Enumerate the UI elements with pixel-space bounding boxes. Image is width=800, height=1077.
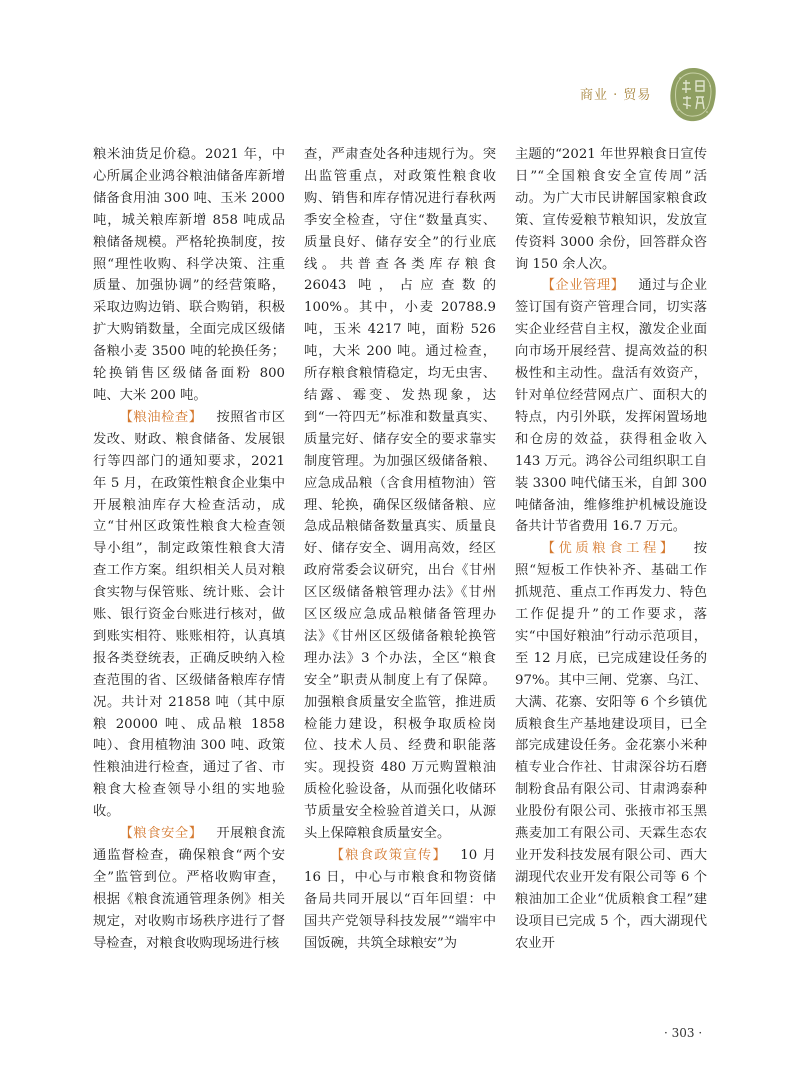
seal-stamp-icon <box>668 66 718 122</box>
paragraph <box>515 538 707 954</box>
paragraph-heading: 【粮食政策宣传】 <box>330 848 447 863</box>
paragraph <box>304 845 496 955</box>
text-column-3 <box>515 144 707 955</box>
paragraph-text: 粮米油货足价稳。2021 年，中心所属企业鸿谷粮油储备库新增储备食用油 300 吨、玉米 2000 吨，城关粮库新增 858 吨成品粮储备规模。严格轮换制度，按照“理性收购、科学决策、注重质量、加强协调”的经营策略，采取边购边销、联合购销，积极扩大购销数量，全面完成区级储备粮小麦 3500 吨的轮换任务；轮换销售区级储备面粉 800 吨、大米 200 吨。 <box>93 147 285 403</box>
page-number: · 303 · <box>664 1026 703 1040</box>
paragraph <box>515 275 707 538</box>
paragraph-text: 主题的“2021 年世界粮食日宣传日”“全国粮食安全宣传周”活动。为广大市民讲解国家粮食政策、宣传爱粮节粮知识，发放宣传资料 3000 余份，回答群众咨询 150 余人次。 <box>515 147 707 272</box>
paragraph-heading: 【粮食安全】 <box>119 826 203 842</box>
paragraph-text: 按照省市区发改、财政、粮食储备、发展银行等四部门的通知要求，2021 年 5 月，在政策性粮食企业集中开展粮油库存大检查活动，成立“甘州区政策性粮食大检查领导小组”，制定政策性粮食大清查工作方案。组织相关人员对粮食实物与保管账、统计账、会计账、银行资金台账进行核对，做到账实相符、账账相符，认真填报各类登统表，正确反映纳入检查范围的省、区级储备粮库存情况。共计对 21858 吨（其中原粮 20000 吨、成品粮 1858 吨）、食用植物油 300 吨、政策性粮油进行检查，通过了省、市粮食大检查领导小组的实地验收。 <box>93 409 285 820</box>
text-column-1 <box>93 144 285 955</box>
continued-paragraph <box>304 144 496 845</box>
paragraph-text: 通过与企业签订国有资产管理合同，切实落实企业经营自主权，激发企业面向市场开展经营、提高效益的积极性和主动性。盘活有效资产，针对单位经营网点广、面积大的特点，内引外联，发挥闲置场地和仓房的效益，获得租金收入 143 万元。鸿谷公司组织职工自装 3300 吨代储玉米，自卸 300 吨储备油，维修维护机械设施设备共计节省费用 16.7 万元。 <box>515 278 707 535</box>
paragraph-text: 查，严肃查处各种违规行为。突出监管重点，对政策性粮食收购、销售和库存情况进行春秋两季安全检查，守住“数量真实、质量良好、储存安全”的行业底线。共普查各类库存粮食 26043 吨，占应查数的 100%。其中，小麦 20788.9 吨，玉米 4217 吨，面粉 526 吨，大米 200 吨。通过检查，所存粮食粮情稳定，均无虫害、结露、霉变、发热现象，达到“一符四无”标准和数量真实、质量完好、储存安全的要求靠实制度管理。为加强区级储备粮、应急成品粮（含食用植物油）管理、轮换，确保区级储备粮、应急成品粮储备数量真实、质量良好、储存安全、调用高效，经区政府常委会议研究，出台《甘州区区级储备粮管理办法》《甘州区区级应急成品粮储备管理办法》《甘州区区级储备粮轮换管理办法》3 个办法，全区“粮食安全”职责从制度上有了保障。加强粮食质量安全监管，推进质检能力建设，积极争取质检岗位、技术人员、经费和职能落实。现投资 480 万元购置粮油质检化验设备，从而强化收储环节质量安全检验首道关口，从源头上保障粮食质量安全。 <box>304 147 496 842</box>
paragraph <box>93 823 285 954</box>
paragraph-heading: 【企业管理】 <box>541 278 625 294</box>
paragraph-heading: 【粮油检查】 <box>119 409 203 425</box>
paragraph-text: 按照“短板工作快补齐、基础工作抓规范、重点工作再发力、特色工作促提升”的工作要求，落实“中国好粮油”行动示范项目，至 12 月底，已完成建设任务的 97%。其中三闸、党寨、乌江、大满、花寨、安阳等 6 个乡镇优质粮食生产基地建设项目，已全部完成建设任务。金花寨小米种植专业合作社、甘肃深谷坊石磨制粉食品有限公司、甘肃鸿泰种业股份有限公司、张掖市祁玉黑燕麦加工有限公司、天霖生态农业开发科技发展有限公司、西大湖现代农业开发有限公司等 6 个粮油加工企业“优质粮食工程”建设项目已完成 5 个，西大湖现代农业开 <box>515 541 708 951</box>
paragraph-heading: 【优质粮食工程】 <box>541 541 677 557</box>
continued-paragraph <box>93 144 285 407</box>
section-title: 商业 · 贸易 <box>580 88 652 103</box>
continued-paragraph <box>515 144 707 275</box>
text-column-2 <box>304 144 496 955</box>
paragraph-text: 开展粮食流通监督检查，确保粮食“两个安全”监管到位。严格收购审查，根据《粮食流通管理条例》相关规定，对收购市场秩序进行了督导检查，对粮食收购现场进行核 <box>93 826 285 951</box>
paragraph-text: 10 月 16 日，中心与市粮食和物资储备局共同开展以“百年回望：中国共产党领导科技发展”“端牢中国饭碗，共筑全球粮安”为 <box>304 848 496 951</box>
paragraph <box>93 407 285 823</box>
